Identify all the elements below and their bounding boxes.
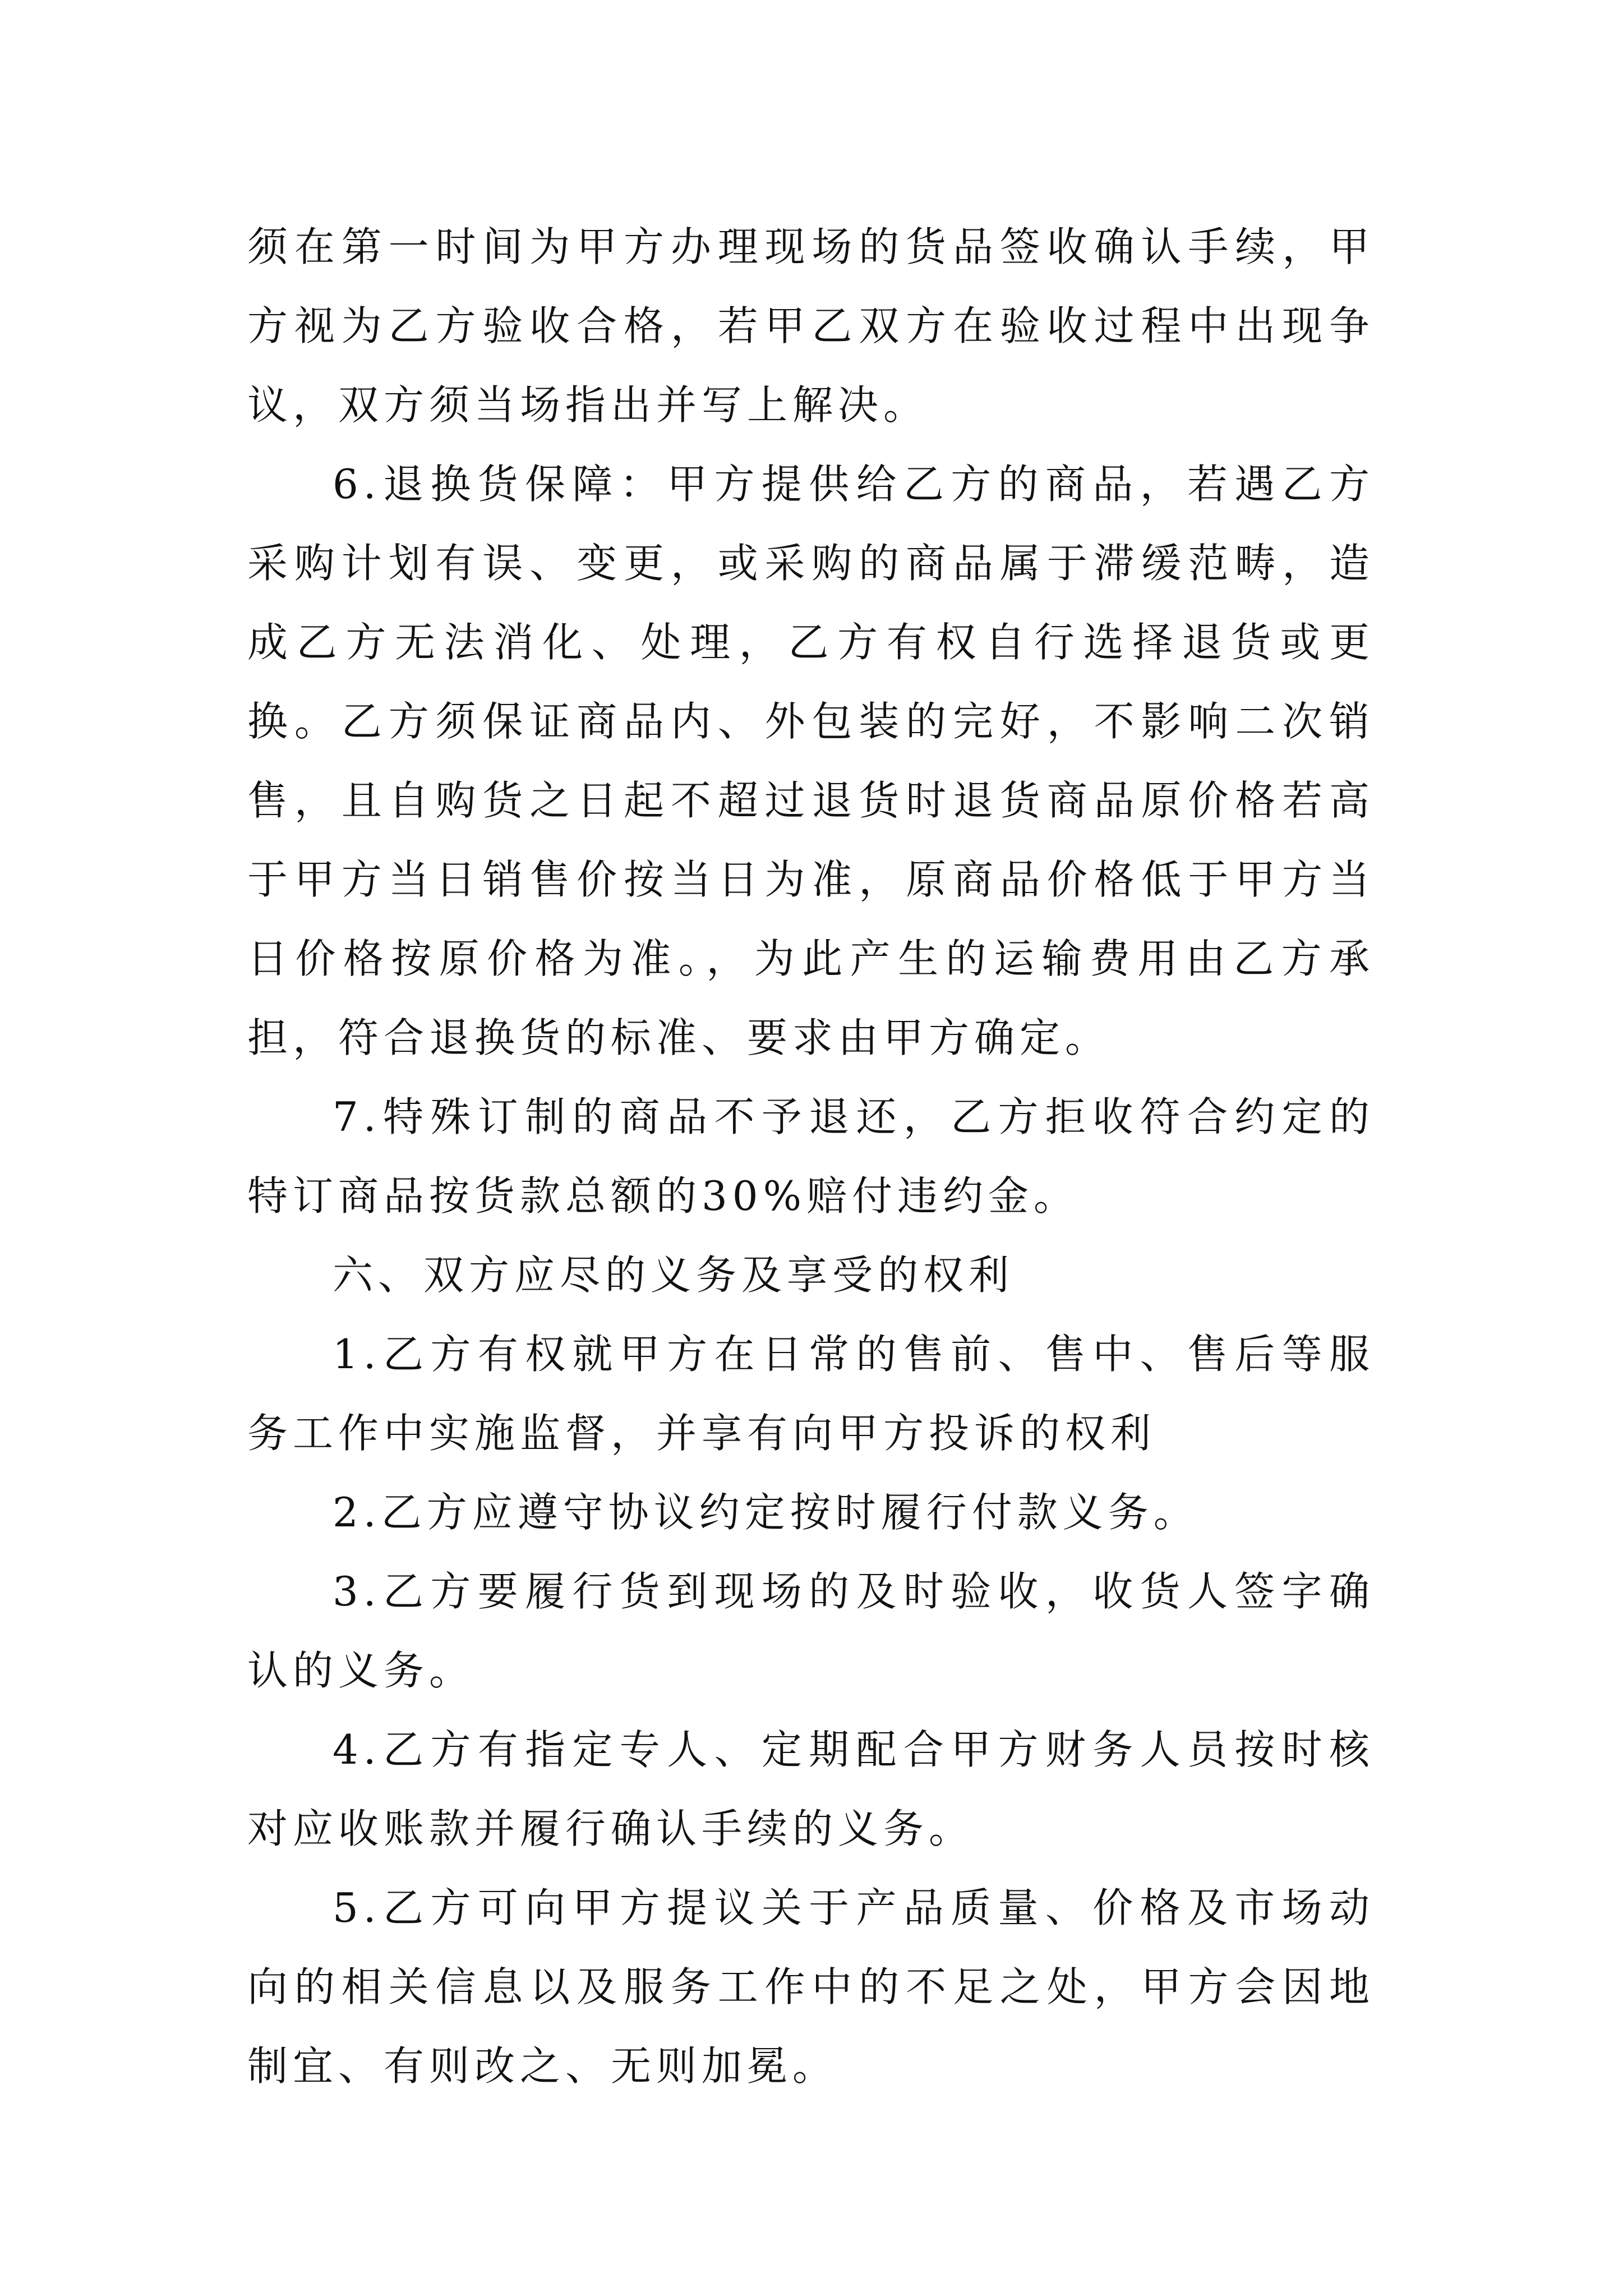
paragraph-right-5: 5.乙方可向甲方提议关于产品质量、价格及市场动向的相关信息以及服务工作中的不足之处，甲方会因地制宜、有则改之、无则加冕。 [247, 1884, 1375, 2090]
paragraph-right-1: 1.乙方有权就甲方在日常的售前、售中、售后等服务工作中实施监督，并享有向甲方投诉的权利 [247, 1331, 1375, 1457]
section-heading-obligations-rights: 六、双方应尽的义务及享受的权利 [333, 1251, 1015, 1299]
paragraph-7-custom-goods: 7.特殊订制的商品不予退还，乙方拒收符合约定的特订商品按货款总额的30%赔付违约金。 [247, 1093, 1375, 1220]
paragraph-right-2: 2.乙方应遵守协议约定按时履行付款义务。 [333, 1489, 1199, 1536]
document-body [247, 208, 1375, 2106]
paragraph-6-return-exchange: 6.退换货保障：甲方提供给乙方的商品，若遇乙方采购计划有误、变更，或采购的商品属于滞缓范畴，造成乙方无法消化、处理，乙方有权自行选择退货或更换。乙方须保证商品内、外包装的完好，不影响二次销售，且自购货之日起不超过退货时退货商品原价格若高于甲方当日销售价按当日为准，原商品价格低于甲方当日价格按原价格为准。，为此产生的运输费用由乙方承担，符合退换货的标准、要求由甲方确定。 [247, 461, 1375, 1061]
paragraph-continued-acceptance: 须在第一时间为甲方办理现场的货品签收确认手续，甲方视为乙方验收合格，若甲乙双方在验收过程中出现争议，双方须当场指出并写上解决。 [247, 223, 1375, 429]
paragraph-right-3: 3.乙方要履行货到现场的及时验收，收货人签字确认的义务。 [247, 1568, 1375, 1694]
paragraph-right-4: 4.乙方有指定专人、定期配合甲方财务人员按时核对应收账款并履行确认手续的义务。 [247, 1726, 1375, 1852]
